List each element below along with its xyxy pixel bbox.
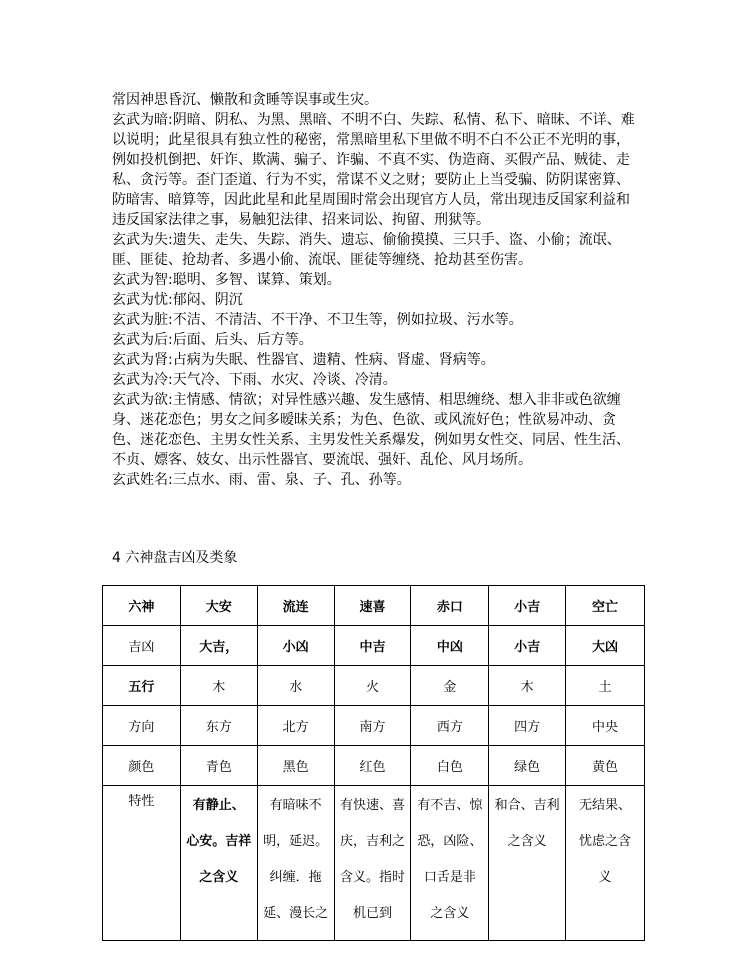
- table-cell: 木: [180, 666, 257, 706]
- cell-line: 有暗味不: [269, 798, 322, 813]
- cell-line: 忧虑之含: [579, 834, 632, 849]
- table-cell: 颜色: [103, 746, 181, 786]
- table-cell: 中央: [566, 706, 645, 746]
- paragraph-xuanwu-dirty: 玄武为脏:不洁、不清洁、不干净、不卫生等，例如拉圾、污水等。: [112, 312, 523, 328]
- table-cell: 大安: [180, 586, 257, 626]
- cell-line: 有快速、喜: [339, 798, 405, 813]
- table-row-element: [103, 666, 645, 706]
- table-cell: 金: [411, 666, 489, 706]
- table-cell: 流连: [257, 586, 334, 626]
- table-cell: 东方: [180, 706, 257, 746]
- table-cell: 小凶: [257, 626, 334, 666]
- table-cell: 特性: [103, 786, 181, 941]
- paragraph: 常因神思昏沉、懒散和贪睡等误事或生灾。: [112, 92, 378, 108]
- table-cell: 黑色: [257, 746, 334, 786]
- table-cell: 水: [257, 666, 334, 706]
- cell-line: 和合、吉利: [494, 798, 560, 813]
- table-cell: 小吉: [489, 626, 566, 666]
- table-cell: 五行: [103, 666, 181, 706]
- table-row-header: [103, 586, 645, 626]
- cell-line: 义: [598, 870, 612, 885]
- paragraph-xuanwu-cold: 玄武为冷:天气冷、下雨、水灾、冷谈、冷清。: [112, 372, 397, 388]
- table-cell: [180, 786, 257, 941]
- cell-line: 之含义: [199, 870, 239, 885]
- table-cell: [489, 786, 566, 941]
- table-cell: 红色: [334, 746, 411, 786]
- table-cell: 方向: [103, 706, 181, 746]
- cell-line: 之含义: [430, 906, 470, 921]
- table-row-traits: [103, 786, 645, 941]
- cell-line: 纠缠．拖: [269, 870, 322, 885]
- cell-line: 无结果、: [579, 798, 632, 813]
- table-cell: 南方: [334, 706, 411, 746]
- table-cell: 六神: [103, 586, 181, 626]
- cell-line: 恐，凶险、: [417, 834, 483, 849]
- table-cell: 土: [566, 666, 645, 706]
- paragraph-xuanwu-back: 玄武为后:后面、后头、后方等。: [112, 332, 313, 348]
- table-cell: 西方: [411, 706, 489, 746]
- cell-line: 心安。吉祥: [186, 834, 252, 849]
- table-cell: [566, 786, 645, 941]
- table-cell: 黄色: [566, 746, 645, 786]
- paragraph-xuanwu-name: 玄武姓名:三点水、雨、雷、泉、子、孔、孙等。: [112, 472, 411, 488]
- paragraph-xuanwu-dark: 玄武为暗:阴暗、阴私、为黑、黑暗、不明不白、失踪、私情、私下、暗昧、不详、难以说明；此星很具有独立性的秘密，常黑暗里私下里做不明不白不公正不光明的事，例如投机倒把、奸诈、欺满、骗子、诈骗、不真不实、伪造商、买假产品、贼徒、走私、贪污等。歪门歪道、行为不实，常谋不义之财；要防止上当受骗、防阴谋密算、防暗害、暗算等，因此此星和此星周围时常会出现官方人员，常出现违反国家利益和违反国家法律之事，易触犯法律、招来词讼、拘留、刑狱等。: [112, 112, 635, 228]
- table-row-luck: [103, 626, 645, 666]
- paragraph-xuanwu-wisdom: 玄武为智:聪明、多智、谋算、策划。: [112, 272, 341, 288]
- cell-line: 有不吉、惊: [417, 798, 483, 813]
- table-cell: 速喜: [334, 586, 411, 626]
- table-cell: 中吉: [334, 626, 411, 666]
- table-cell: 四方: [489, 706, 566, 746]
- table-cell: 中凶: [411, 626, 489, 666]
- table-cell: 空亡: [566, 586, 645, 626]
- table-cell: 大吉，: [180, 626, 257, 666]
- paragraph-xuanwu-worry: 玄武为忧:郁闷、阴沉: [112, 292, 243, 308]
- table-cell: 绿色: [489, 746, 566, 786]
- table-cell: [257, 786, 334, 941]
- table-cell: 北方: [257, 706, 334, 746]
- cell-line: 口舌是非: [423, 870, 476, 885]
- table-cell: 木: [489, 666, 566, 706]
- table-cell: 赤口: [411, 586, 489, 626]
- text-body: [112, 90, 640, 490]
- paragraph-xuanwu-kidney: 玄武为肾:占病为失眠、性器官、遗精、性病、肾虚、肾病等。: [112, 352, 495, 368]
- table-row-color: [103, 746, 645, 786]
- table-cell: [334, 786, 411, 941]
- section-heading: 4 六神盘吉凶及类象: [112, 550, 238, 566]
- table-cell: 吉凶: [103, 626, 181, 666]
- cell-line: 庆，吉利之: [339, 834, 405, 849]
- paragraph-xuanwu-loss: 玄武为失:遗失、走失、失踪、消失、遗忘、偷偷摸摸、三只手、盗、小偷；流氓、匪、匪徒、抢劫者、多遇小偷、流氓、匪徒等缠绕、抢劫甚至伤害。: [112, 232, 621, 268]
- cell-line: 之含义: [507, 834, 547, 849]
- cell-line: 明，延迟。: [263, 834, 329, 849]
- table-cell: 白色: [411, 746, 489, 786]
- paragraph-xuanwu-desire: 玄武为欲:主情感、情欲；对异性感兴趣、发生感情、相思缠绕、想入非非或色欲缠身、迷花恋色；男女之间多暧昧关系；为色、色欲、或风流好色；性欲易冲动、贪色、迷花恋色、主男女性关系、主男发性关系爆发，例如男女性交、同居、性生活、不贞、嫖客、妓女、出示性器官、要流氓、强奸、乱伦、风月场所。: [112, 392, 630, 468]
- table-cell: 火: [334, 666, 411, 706]
- cell-line: 延、漫长之: [263, 906, 329, 921]
- cell-line: 有静止、: [192, 798, 245, 813]
- table-cell: [411, 786, 489, 941]
- six-gods-table: [102, 585, 645, 941]
- table-cell: 大凶: [566, 626, 645, 666]
- table-cell: 小吉: [489, 586, 566, 626]
- table-row-direction: [103, 706, 645, 746]
- table-cell: 青色: [180, 746, 257, 786]
- cell-line: 含义。指时: [339, 870, 405, 885]
- cell-line: 机已到: [352, 906, 392, 921]
